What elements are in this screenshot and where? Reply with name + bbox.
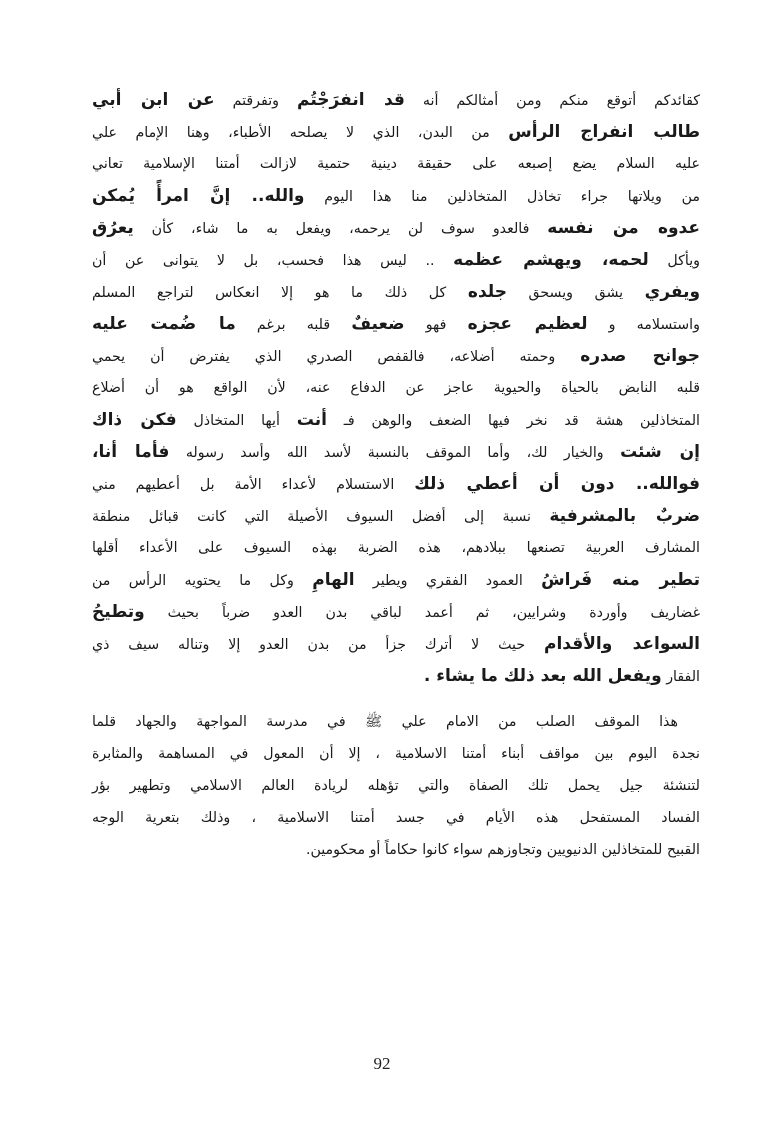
text-line [92, 276, 700, 308]
body-text: من ويلاتها جراء تخاذل المتخاذلين منا هذا اليوم [304, 189, 700, 205]
page-number: 92 [373, 1054, 391, 1073]
body-text: قلبه برغم [235, 317, 352, 333]
text-line [92, 500, 700, 532]
emphasized-text: السواعد والأقدام [543, 634, 700, 654]
body-text: قلبه النابض بالحياة والحيوية عاجز عن الدفاع عنه، لأن الواقع هو أن أضلاع [92, 380, 700, 396]
body-text: العمود الفقري ويطير [354, 573, 542, 589]
emphasized-text: تطير منه فَراشُ [541, 570, 700, 590]
text-line [92, 628, 700, 660]
text-line [92, 308, 700, 340]
emphasized-text: ضعيفٌ [351, 314, 405, 334]
emphasized-text: إن شئت [620, 442, 700, 462]
text-line [92, 738, 700, 770]
body-text: عليه السلام يضع إصبعه على حقيقة دينية حتمية لازالت أمتنا الإسلامية تعاني [92, 156, 700, 172]
body-text: فهو [404, 317, 468, 333]
emphasized-text: أنت [296, 410, 327, 430]
body-text: كقائدكم أتوقع منكم ومن أمثالكم أنه [404, 93, 701, 109]
text-line [92, 244, 700, 276]
text-line [92, 834, 700, 866]
text-line [92, 84, 700, 116]
body-text: كل ذلك ما هو إلا انعكاس لتراجع المسلم [92, 285, 468, 301]
body-text: .. ليس هذا فحسب، بل لا يتوانى عن أن [92, 253, 454, 269]
document-page [92, 84, 700, 866]
text-line [92, 372, 700, 404]
body-text: المشارف العربية تصنعها ببلادهم، هذه الضربة بهذه السيوف على الأعداء أقلها [92, 540, 700, 556]
emphasized-text: ضربٌ بالمشرفية [549, 506, 700, 526]
body-text: الاستسلام لأعداء الأمة بل أعطيهم مني [92, 477, 415, 493]
text-line [92, 532, 700, 564]
emphasized-text: والله.. إنَّ امرأً يُمكن [92, 186, 305, 206]
emphasized-text: عن ابن أبي [92, 90, 215, 110]
emphasized-text: وتطيحُ [92, 602, 145, 622]
text-line [92, 564, 700, 596]
body-text: واستسلامه و [587, 317, 700, 333]
body-text: حيث لا أترك جزأ من بدن العدو إلا وتناله سيف ذي [92, 637, 544, 653]
emphasized-text: يعرُق [92, 218, 134, 238]
emphasized-text: قد انفرَجْتُم [297, 90, 405, 110]
emphasized-text: ما ضُمت عليه [92, 314, 236, 334]
paragraph-2 [92, 706, 700, 866]
paragraph-1 [92, 84, 700, 692]
body-text: الفساد المستفحل هذه الأيام في جسد أمتنا الاسلامية ، وذلك بتعرية الوجه [92, 810, 700, 826]
body-text: والخيار لك، وأما الموقف بالنسبة لأسد الله وأسد رسوله [169, 445, 621, 461]
emphasized-text: جلده [467, 282, 507, 302]
text-line [92, 802, 700, 834]
emphasized-text: لحمه، ويهشم عظمه [453, 250, 649, 270]
emphasized-text: الهامِ [312, 570, 355, 590]
body-text: وحمته أضلاعه، فالقفص الصدري الذي يفترض أن يحمي [92, 349, 581, 365]
body-text: نجدة اليوم بين مواقف أبناء أمتنا الاسلامية ، إلا أن المعول في المساهمة والمثابرة [92, 746, 700, 762]
text-line [92, 596, 700, 628]
body-text: يشق ويسحق [506, 285, 645, 301]
body-text: فالعدو سوف لن يرحمه، ويفعل به ما شاء، كأن [133, 221, 548, 237]
body-text: وتفرقتم [214, 93, 297, 109]
body-text: القبيح للمتخاذلين الدنيويين وتجاوزهم سواء كانوا حكاماً أو محكومين. [305, 842, 700, 858]
emphasized-text: عدوه من نفسه [547, 218, 700, 238]
emphasized-text: جوانح صدره [580, 346, 700, 366]
text-line [92, 340, 700, 372]
text-line [92, 706, 700, 738]
text-line [92, 770, 700, 802]
text-line [92, 404, 700, 436]
body-text: ويأكل [648, 253, 700, 269]
body-text: نسبة إلى أفضل السيوف الأصيلة التي كانت قبائل منطقة [92, 509, 550, 525]
body-text: هذا الموقف الصلب من الامام علي ﷺ في مدرسة المواجهة والجهاد قلما [92, 714, 678, 730]
text-line [92, 660, 700, 692]
body-text: أيها المتخاذل [176, 413, 297, 429]
text-line [92, 212, 700, 244]
emphasized-text: طالب انفراج الرأس [508, 122, 700, 142]
emphasized-text: فأما أنا، [92, 442, 170, 462]
emphasized-text: لعظيم عجزه [467, 314, 588, 334]
emphasized-text: ويفري [644, 282, 701, 302]
body-text: وكل ما يحتويه الرأس من [92, 573, 313, 589]
body-text: لتنشئة جيل يحمل تلك الصفاة والتي تؤهله لريادة العالم الاسلامي وتطهير بؤر [92, 778, 700, 794]
text-line [92, 468, 700, 500]
body-text: غضاريف وأوردة وشرايين، ثم أعمد لباقي بدن العدو ضرباً بحيث [144, 605, 700, 621]
text-line [92, 148, 700, 180]
body-text: من البدن، الذي لا يصلحه الأطباء، وهنا الإمام علي [92, 125, 509, 141]
emphasized-text: فكن ذاك [92, 410, 177, 430]
body-text: المتخاذلين هشة قد نخر فيها الضعف والوهن فـ [326, 413, 700, 429]
text-line [92, 116, 700, 148]
body-text: الفقار [661, 669, 700, 685]
paragraph-gap [92, 692, 700, 706]
text-line [92, 180, 700, 212]
emphasized-text: ويفعل الله بعد ذلك ما يشاء . [423, 666, 662, 686]
emphasized-text: فوالله.. دون أن أعطي ذلك [414, 474, 700, 494]
text-line [92, 436, 700, 468]
